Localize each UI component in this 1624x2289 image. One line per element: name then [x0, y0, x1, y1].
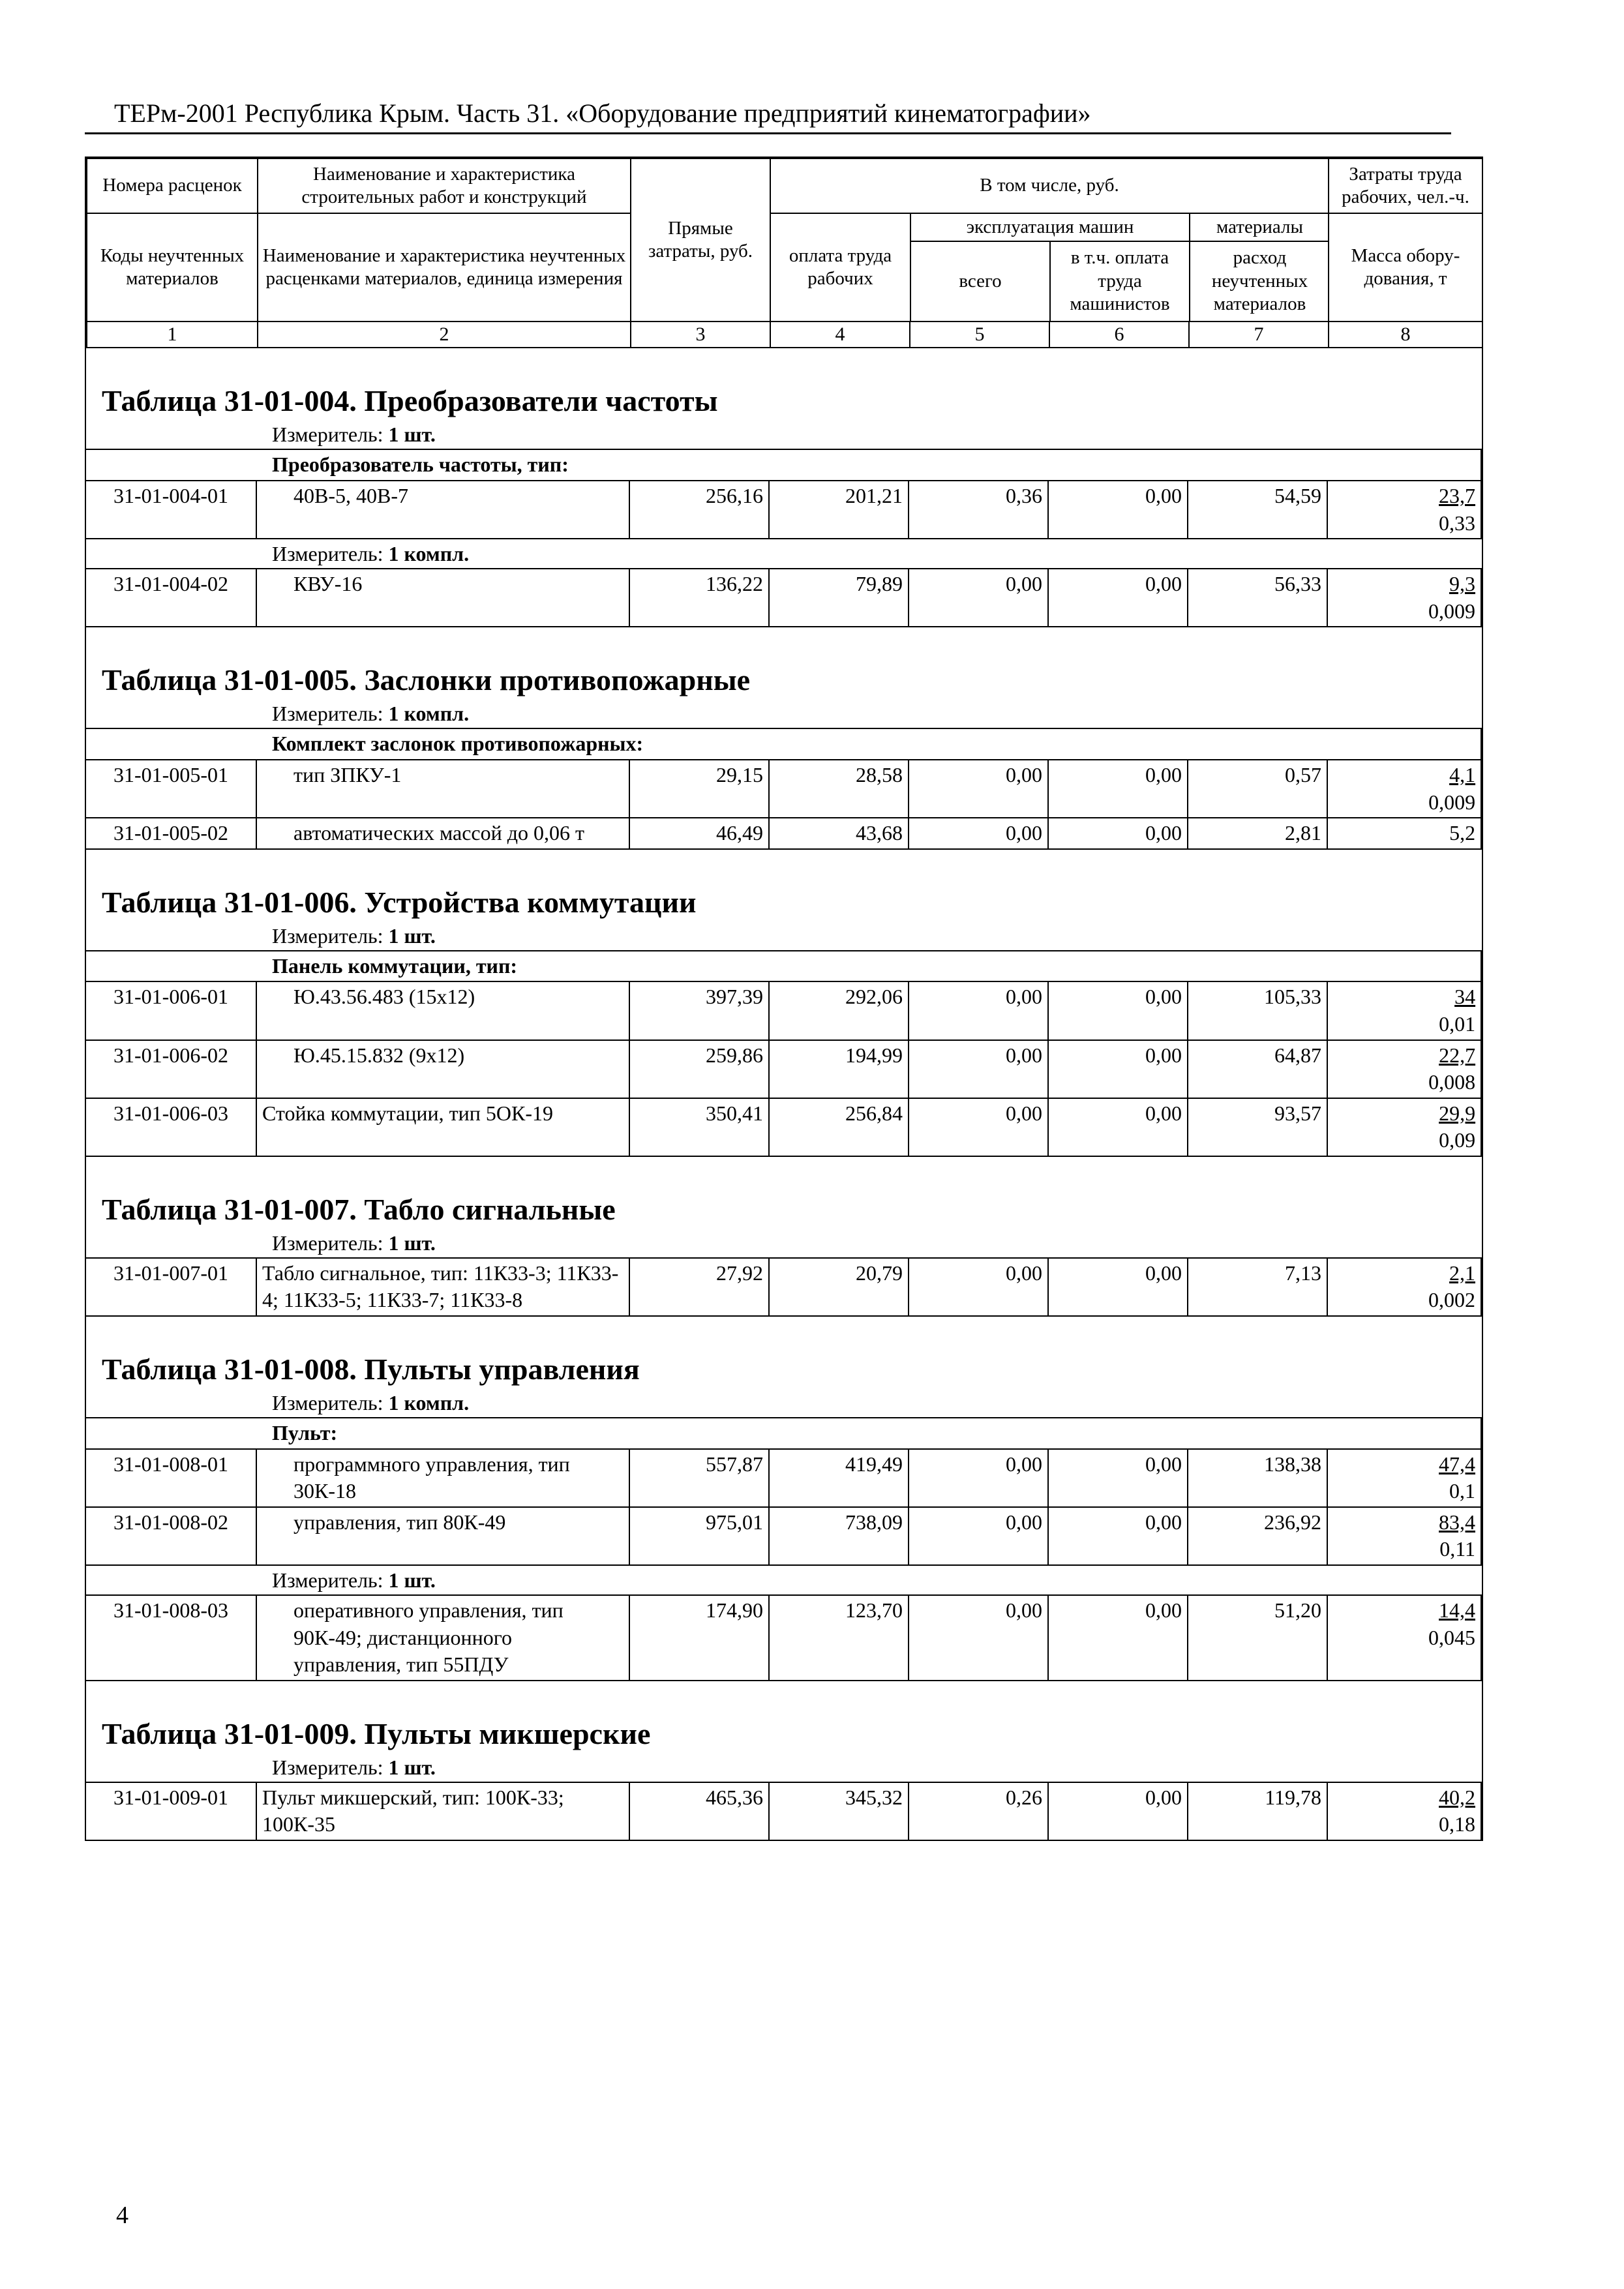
- machinist-wage: 0,00: [1048, 569, 1188, 627]
- machine-cost: 0,00: [909, 569, 1048, 627]
- equipment-mass: 0,33: [1439, 511, 1476, 535]
- group-heading: Комплект заслонок противопожарных:: [85, 728, 1481, 760]
- rate-name: тип ЗПКУ-1: [256, 760, 629, 818]
- labor-wage: 43,68: [769, 818, 909, 849]
- unit-value: 1 компл.: [388, 1391, 470, 1415]
- labor-and-mass-cell: [1327, 1449, 1481, 1507]
- machinist-wage: 0,00: [1048, 1098, 1188, 1156]
- labor-wage: 201,21: [769, 481, 909, 539]
- rate-name: Ю.45.15.832 (9х12): [256, 1040, 629, 1098]
- col3-header: Прямые затраты, руб.: [631, 158, 770, 322]
- labor-wage: 79,89: [769, 569, 909, 627]
- unit-label: Измеритель:: [272, 542, 383, 566]
- labor-wage: 123,70: [769, 1595, 909, 1681]
- rates-table: [85, 1257, 1482, 1317]
- labor-and-mass-cell: [1327, 1507, 1481, 1565]
- labor-and-mass-cell: [1327, 1098, 1481, 1156]
- equipment-mass: 0,18: [1439, 1812, 1475, 1836]
- labor-and-mass-cell: [1327, 818, 1481, 849]
- section-title: Таблица 31-01-005. Заслонки противопожарные: [102, 663, 751, 697]
- rate-code: 31-01-009-01: [85, 1782, 256, 1840]
- rate-name: Пульт микшерский, тип: 100К-33; 100К-35: [256, 1782, 629, 1840]
- machine-cost: 0,00: [909, 818, 1048, 849]
- machine-cost: 0,00: [909, 1449, 1048, 1507]
- labor-and-mass-cell: [1327, 981, 1481, 1040]
- column-header-table: [86, 158, 1483, 348]
- machine-cost: 0,00: [909, 760, 1048, 818]
- unit-value: 1 шт.: [388, 923, 436, 948]
- direct-cost: 465,36: [629, 1782, 769, 1840]
- section-title: Таблица 31-01-004. Преобразователи частоты: [102, 384, 718, 418]
- machine-cost: 0,00: [909, 981, 1048, 1040]
- unit-label: Измеритель:: [272, 1568, 383, 1593]
- equipment-mass: 0,008: [1428, 1070, 1476, 1094]
- materials-cost: 56,33: [1188, 569, 1327, 627]
- rates-table: [85, 1417, 1482, 1566]
- equipment-mass: 0,009: [1428, 599, 1475, 623]
- unit-label: Измеритель:: [272, 423, 383, 447]
- equipment-mass: 0,01: [1439, 1011, 1476, 1036]
- rate-code: 31-01-005-02: [85, 818, 256, 849]
- equipment-mass: 0,045: [1428, 1625, 1475, 1649]
- rates-table: [85, 950, 1482, 1157]
- rate-name: управления, тип 80К-49: [256, 1507, 629, 1565]
- labor-hours: 5,2: [1449, 821, 1476, 845]
- unit-label: Измеритель:: [272, 1755, 383, 1779]
- labor-wage: 419,49: [769, 1449, 909, 1507]
- labor-and-mass-cell: [1327, 1258, 1481, 1316]
- labor-hours: 9,3: [1449, 572, 1475, 596]
- labor-wage: 256,84: [769, 1098, 909, 1156]
- unit-value: 1 шт.: [388, 1568, 436, 1593]
- col5-header: всего: [910, 241, 1050, 321]
- rate-name: оперативного управления, тип 90К-49; дистанционного управления, тип 55ПДУ: [256, 1595, 629, 1681]
- included-header: В том числе, руб.: [770, 158, 1329, 213]
- unit-label: Измеритель:: [272, 702, 383, 726]
- labor-hours: 14,4: [1439, 1598, 1475, 1623]
- direct-cost: 259,86: [629, 1040, 769, 1098]
- table-section: [86, 1681, 1482, 1841]
- labor-hours: 23,7: [1439, 483, 1476, 507]
- section-title: Таблица 31-01-007. Табло сигнальные: [102, 1192, 616, 1226]
- materials-cost: 64,87: [1188, 1040, 1327, 1098]
- table-row: [85, 1449, 1481, 1507]
- labor-hours: 2,1: [1449, 1261, 1475, 1285]
- machine-cost: 0,00: [909, 1507, 1048, 1565]
- direct-cost: 27,92: [629, 1258, 769, 1316]
- col1-header-top: Номера расценок: [87, 158, 258, 213]
- group-heading-row: [85, 1418, 1481, 1449]
- labor-hours: 34: [1454, 985, 1476, 1009]
- rates-table: [85, 728, 1482, 849]
- col8-header-top: Затраты труда рабочих, чел.-ч.: [1329, 158, 1482, 213]
- machinist-wage: 0,00: [1048, 760, 1188, 818]
- rate-code: 31-01-008-01: [85, 1449, 256, 1507]
- rate-code: 31-01-006-01: [85, 981, 256, 1040]
- rate-name: Табло сигнальное, тип: 11К33-3; 11К33-4; 11К33-5; 11К33-7; 11К33-8: [256, 1258, 629, 1316]
- labor-hours: 29,9: [1439, 1101, 1476, 1125]
- materials-cost: 54,59: [1188, 481, 1327, 539]
- direct-cost: 256,16: [629, 481, 769, 539]
- rate-code: 31-01-008-02: [85, 1507, 256, 1565]
- col-number: 5: [910, 322, 1049, 348]
- labor-and-mass-cell: [1327, 481, 1481, 539]
- table-section: [86, 627, 1482, 849]
- machinist-wage: 0,00: [1048, 1782, 1188, 1840]
- unit-label: Измеритель:: [272, 923, 383, 948]
- labor-and-mass-cell: [1327, 1782, 1481, 1840]
- machinist-wage: 0,00: [1048, 1449, 1188, 1507]
- col-number: 2: [258, 322, 631, 348]
- materials-cost: 105,33: [1188, 981, 1327, 1040]
- machinist-wage: 0,00: [1048, 1258, 1188, 1316]
- equipment-mass: 0,11: [1439, 1537, 1475, 1561]
- materials-cost: 138,38: [1188, 1449, 1327, 1507]
- col-number: 1: [87, 322, 258, 348]
- unit-value: 1 компл.: [388, 542, 470, 566]
- table-section: [86, 1157, 1482, 1317]
- machinist-wage: 0,00: [1048, 1595, 1188, 1681]
- machines-header: эксплуатация машин: [910, 214, 1190, 241]
- materials-cost: 2,81: [1188, 818, 1327, 849]
- materials-cost: 236,92: [1188, 1507, 1327, 1565]
- materials-cost: 93,57: [1188, 1098, 1327, 1156]
- rate-name: 40В-5, 40В-7: [256, 481, 629, 539]
- machinist-wage: 0,00: [1048, 818, 1188, 849]
- table-section: [86, 348, 1482, 627]
- labor-hours: 4,1: [1449, 762, 1476, 786]
- group-heading-row: [85, 951, 1481, 982]
- machine-cost: 0,00: [909, 1098, 1048, 1156]
- machine-cost: 0,00: [909, 1040, 1048, 1098]
- rate-code: 31-01-004-02: [85, 569, 256, 627]
- direct-cost: 174,90: [629, 1595, 769, 1681]
- unit-value: 1 шт.: [388, 1231, 436, 1255]
- col1-header-bottom: Коды неучтенных материалов: [87, 213, 258, 322]
- page-title: ТЕРм-2001 Республика Крым. Часть 31. «Оборудование предприятий кинематографии»: [114, 98, 1091, 128]
- rates-table: [85, 449, 1482, 539]
- page-number: 4: [116, 2202, 128, 2229]
- unit-of-measure: [86, 420, 1482, 449]
- col6-header: в т.ч. оплата труда машинистов: [1050, 241, 1190, 321]
- table-section: [86, 850, 1482, 1157]
- materials-header: материалы: [1190, 214, 1329, 241]
- materials-cost: 119,78: [1188, 1782, 1327, 1840]
- machinist-wage: 0,00: [1048, 981, 1188, 1040]
- direct-cost: 136,22: [629, 569, 769, 627]
- header-divider: [85, 132, 1451, 134]
- unit-label: Измеритель:: [272, 1231, 383, 1255]
- table-row: [85, 760, 1481, 818]
- materials-cost: 7,13: [1188, 1258, 1327, 1316]
- table-row: [85, 569, 1481, 627]
- unit-of-measure: [86, 1566, 1482, 1594]
- group-heading-row: [85, 728, 1481, 760]
- machinist-wage: 0,00: [1048, 481, 1188, 539]
- section-title: Таблица 31-01-008. Пульты управления: [102, 1353, 640, 1386]
- equipment-mass: 0,09: [1439, 1128, 1476, 1152]
- sections-container: [86, 348, 1482, 1841]
- direct-cost: 29,15: [629, 760, 769, 818]
- unit-value: 1 шт.: [388, 1755, 436, 1779]
- rate-name: КВУ-16: [256, 569, 629, 627]
- unit-of-measure: [86, 539, 1482, 568]
- group-heading: Панель коммутации, тип:: [85, 951, 1481, 982]
- labor-wage: 292,06: [769, 981, 909, 1040]
- labor-hours: 47,4: [1439, 1452, 1475, 1476]
- rate-code: 31-01-007-01: [85, 1258, 256, 1316]
- group-heading: Преобразователь частоты, тип:: [85, 449, 1481, 481]
- rate-code: 31-01-004-01: [85, 481, 256, 539]
- unit-of-measure: [86, 921, 1482, 950]
- machine-cost: 0,00: [909, 1258, 1048, 1316]
- table-row: [85, 1782, 1481, 1840]
- machinist-wage: 0,00: [1048, 1507, 1188, 1565]
- unit-value: 1 шт.: [388, 423, 436, 447]
- labor-wage: 194,99: [769, 1040, 909, 1098]
- group-heading-row: [85, 449, 1481, 481]
- labor-wage: 738,09: [769, 1507, 909, 1565]
- rates-table: [85, 1782, 1482, 1841]
- table-section: [86, 1317, 1482, 1681]
- section-title: Таблица 31-01-009. Пульты микшерские: [102, 1716, 651, 1750]
- labor-wage: 20,79: [769, 1258, 909, 1316]
- rates-table: [85, 1594, 1482, 1681]
- direct-cost: 46,49: [629, 818, 769, 849]
- unit-value: 1 компл.: [388, 702, 470, 726]
- unit-label: Измеритель:: [272, 1391, 383, 1415]
- materials-cost: 0,57: [1188, 760, 1327, 818]
- labor-and-mass-cell: [1327, 569, 1481, 627]
- table-row: [85, 1098, 1481, 1156]
- unit-of-measure: [86, 1753, 1482, 1782]
- labor-hours: 40,2: [1439, 1785, 1475, 1809]
- unit-of-measure: [86, 1229, 1482, 1257]
- equipment-mass: 0,009: [1428, 790, 1476, 814]
- direct-cost: 350,41: [629, 1098, 769, 1156]
- labor-and-mass-cell: [1327, 1040, 1481, 1098]
- rate-name: Ю.43.56.483 (15х12): [256, 981, 629, 1040]
- table-row: [85, 1595, 1481, 1681]
- equipment-mass: 0,002: [1428, 1288, 1475, 1312]
- machine-cost: 0,00: [909, 1595, 1048, 1681]
- rate-code: 31-01-006-02: [85, 1040, 256, 1098]
- col-number: 3: [631, 322, 770, 348]
- labor-hours: 83,4: [1439, 1510, 1475, 1534]
- rate-name: Стойка коммутации, тип 5ОК-19: [256, 1098, 629, 1156]
- machinist-wage: 0,00: [1048, 1040, 1188, 1098]
- rate-code: 31-01-005-01: [85, 760, 256, 818]
- col2-header-top: Наименование и характеристика строительных работ и конструкций: [258, 158, 631, 213]
- section-title: Таблица 31-01-006. Устройства коммутации: [102, 885, 697, 919]
- col-number: 8: [1329, 322, 1482, 348]
- direct-cost: 557,87: [629, 1449, 769, 1507]
- rates-table: [85, 568, 1482, 627]
- estimate-sheet: [85, 157, 1483, 1841]
- rate-code: 31-01-006-03: [85, 1098, 256, 1156]
- col-number: 7: [1189, 322, 1329, 348]
- col8-header-bottom: Масса обору-дования, т: [1329, 213, 1482, 322]
- table-row: [85, 481, 1481, 539]
- rate-code: 31-01-008-03: [85, 1595, 256, 1681]
- table-row: [85, 1040, 1481, 1098]
- direct-cost: 397,39: [629, 981, 769, 1040]
- labor-wage: 28,58: [769, 760, 909, 818]
- direct-cost: 975,01: [629, 1507, 769, 1565]
- machine-cost: 0,26: [909, 1782, 1048, 1840]
- rate-name: программного управления, тип 30К-18: [256, 1449, 629, 1507]
- labor-and-mass-cell: [1327, 760, 1481, 818]
- labor-and-mass-cell: [1327, 1595, 1481, 1681]
- rate-name: автоматических массой до 0,06 т: [256, 818, 629, 849]
- col2-header-bottom: Наименование и характеристика неучтенных расценками материалов, единица измерения: [258, 213, 631, 322]
- col-number: 4: [770, 322, 910, 348]
- equipment-mass: 0,1: [1449, 1479, 1475, 1503]
- labor-hours: 22,7: [1439, 1043, 1476, 1067]
- unit-of-measure: [86, 1388, 1482, 1417]
- col-number: 6: [1049, 322, 1189, 348]
- table-row: [85, 818, 1481, 849]
- machine-cost: 0,36: [909, 481, 1048, 539]
- col4-header: оплата труда рабочих: [771, 214, 910, 321]
- table-row: [85, 1507, 1481, 1565]
- table-row: [85, 981, 1481, 1040]
- labor-wage: 345,32: [769, 1782, 909, 1840]
- materials-cost: 51,20: [1188, 1595, 1327, 1681]
- group-heading: Пульт:: [85, 1418, 1481, 1449]
- table-row: [85, 1258, 1481, 1316]
- column-number-row: [87, 322, 1482, 348]
- col7-header: расход неучтенных материалов: [1211, 247, 1308, 315]
- unit-of-measure: [86, 699, 1482, 728]
